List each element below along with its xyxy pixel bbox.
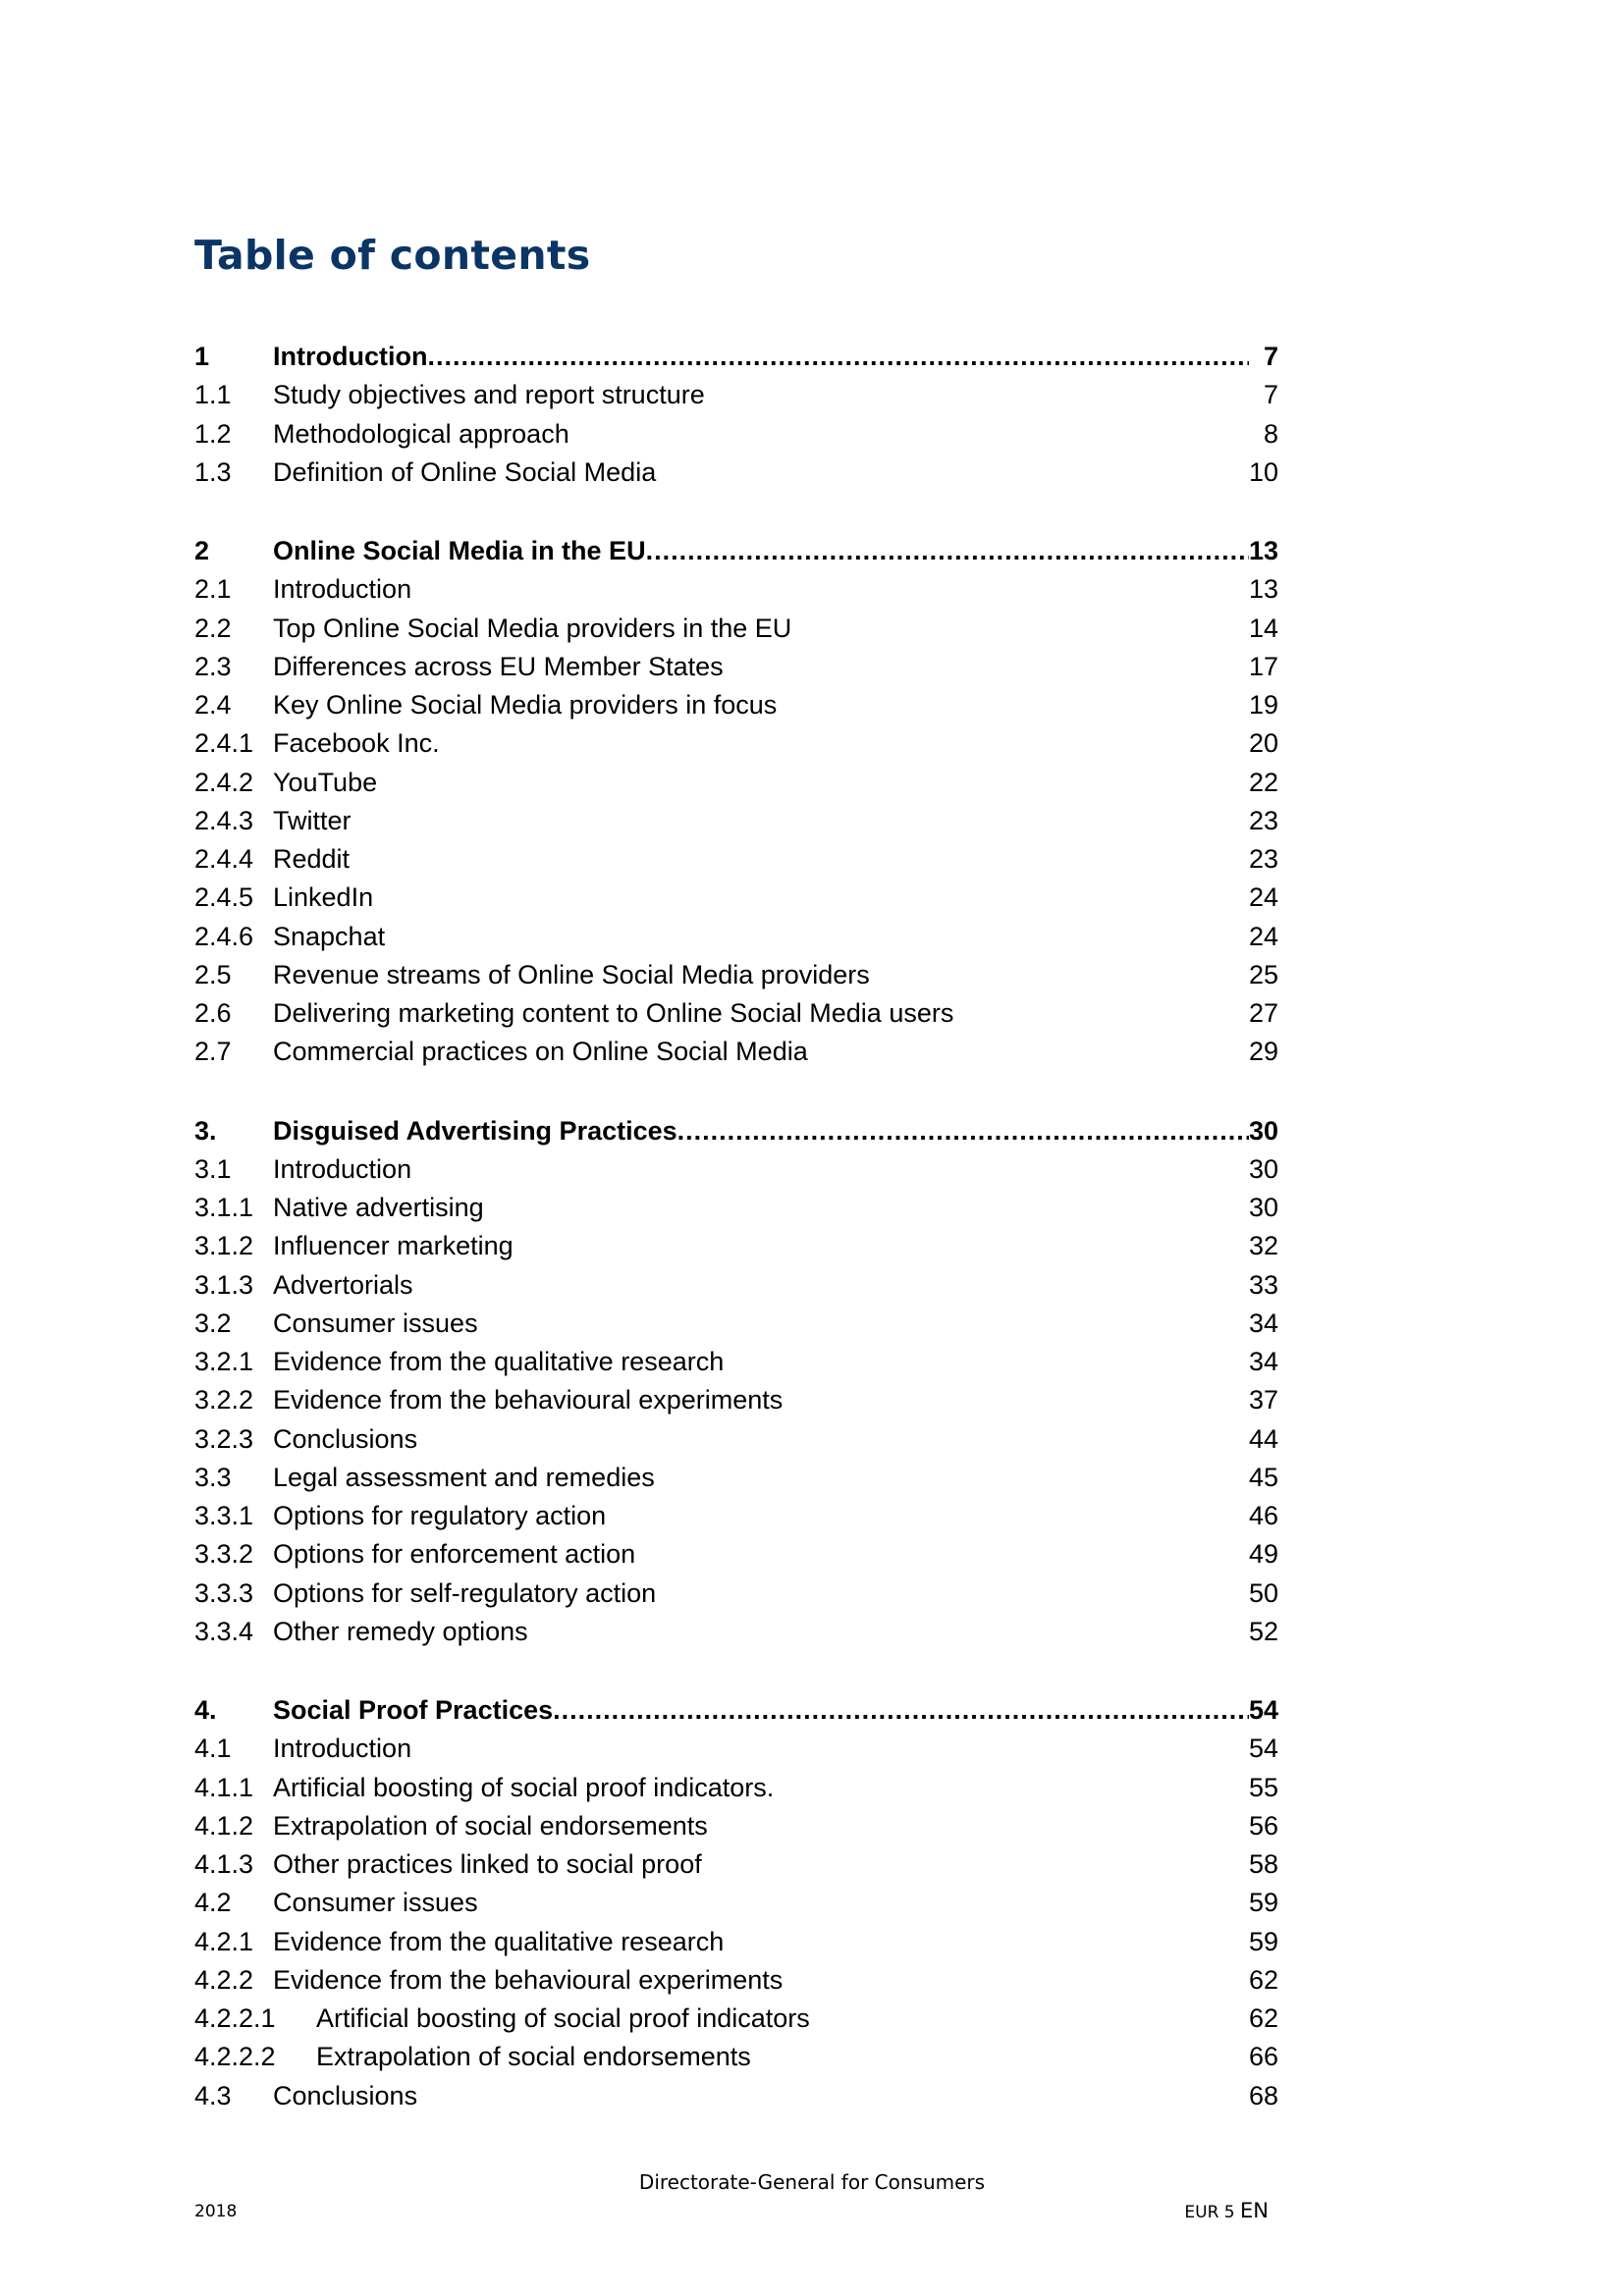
toc-entry[interactable] [194, 376, 1278, 414]
toc-entry-title: Snapchat [273, 921, 386, 951]
toc-entry-number: 3. [194, 1115, 217, 1146]
toc-entry-page: 59 [1248, 1888, 1278, 1918]
toc-entry-number: 2.4.1 [194, 728, 254, 759]
toc-entry-title: Other practices linked to social proof [273, 1849, 702, 1879]
toc-entry-number: 2.6 [194, 998, 232, 1028]
toc-entry-number: 1 [194, 342, 210, 371]
toc-entry[interactable] [194, 415, 1278, 454]
toc-entry-title: Introduction [273, 1153, 412, 1184]
toc-dot-leader [677, 1112, 1249, 1150]
toc-entry-title: Definition of Online Social Media [273, 456, 657, 487]
toc-entry-number: 3.2.2 [194, 1385, 254, 1415]
toc-entry[interactable] [194, 2000, 1278, 2038]
toc-entry-page: 30 [1248, 1153, 1278, 1184]
toc-entry-page: 24 [1248, 921, 1278, 951]
toc-entry-page: 13 [1248, 536, 1278, 565]
toc-entry[interactable] [194, 1575, 1278, 1613]
toc-entry-page: 14 [1248, 613, 1278, 643]
toc-entry-title: Artificial boosting of social proof indicators [316, 2003, 810, 2033]
toc-entry-title: Introduction [273, 1734, 412, 1764]
toc-entry[interactable] [194, 1343, 1278, 1381]
toc-entry-title: Evidence from the behavioural experiments [273, 1964, 784, 1995]
toc-entry[interactable] [194, 918, 1278, 956]
toc-entry[interactable] [194, 1535, 1278, 1574]
toc-entry[interactable] [194, 1420, 1278, 1459]
toc-entry-number: 4.2.1 [194, 1926, 254, 1956]
toc-entry-page: 8 [1263, 418, 1278, 449]
toc-entry-page: 27 [1248, 998, 1278, 1028]
toc-chapter-entry[interactable] [194, 1691, 1278, 1730]
toc-entry-page: 54 [1248, 1734, 1278, 1764]
toc-entry-number: 3.3.3 [194, 1577, 254, 1608]
toc-entry-page: 55 [1248, 1772, 1278, 1802]
toc-entry-number: 2.4.2 [194, 767, 254, 797]
toc-entry-page: 68 [1248, 2080, 1278, 2110]
toc-entry-title: Artificial boosting of social proof indicators. [273, 1772, 775, 1802]
toc-dot-leader [553, 1691, 1249, 1730]
toc-entry[interactable] [194, 1381, 1278, 1419]
toc-entry-title: Extrapolation of social endorsements [273, 1810, 708, 1841]
toc-entry-number: 2.4.4 [194, 844, 254, 874]
toc-entry-title: Introduction [273, 342, 428, 371]
toc-entry-number: 3.1 [194, 1153, 232, 1184]
toc-entry[interactable] [194, 1807, 1278, 1845]
toc-entry-page: 54 [1248, 1695, 1278, 1725]
footer-year: 2018 [194, 2202, 238, 2221]
toc-entry[interactable] [194, 879, 1278, 917]
toc-entry-number: 2.2 [194, 613, 232, 643]
toc-entry-page: 25 [1248, 959, 1278, 989]
toc-entry-page: 7 [1263, 342, 1278, 371]
toc-entry-title: Delivering marketing content to Online Social Media users [273, 998, 954, 1028]
toc-entry-page: 19 [1248, 690, 1278, 720]
toc-entry-number: 3.3.2 [194, 1539, 254, 1570]
toc-entry[interactable] [194, 1923, 1278, 1961]
toc-entry[interactable] [194, 1033, 1278, 1071]
toc-entry-number: 2.5 [194, 959, 232, 989]
toc-entry-title: Conclusions [273, 2080, 418, 2110]
toc-entry-number: 1.3 [194, 456, 232, 487]
toc-entry-number: 4.1.3 [194, 1849, 254, 1879]
toc-entry-title: LinkedIn [273, 882, 374, 913]
toc-entry-page: 23 [1248, 805, 1278, 835]
toc-entry[interactable] [194, 570, 1278, 609]
toc-entry-title: Influencer marketing [273, 1231, 514, 1261]
toc-chapter-entry[interactable] [194, 532, 1278, 570]
toc-entry-title: Top Online Social Media providers in the EU [273, 613, 792, 643]
toc-entry-page: 20 [1248, 728, 1278, 759]
toc-entry-page: 59 [1248, 1926, 1278, 1956]
toc-entry[interactable] [194, 2038, 1278, 2076]
toc-entry-page: 37 [1248, 1385, 1278, 1415]
toc-entry-page: 32 [1248, 1231, 1278, 1261]
toc-entry[interactable] [194, 1613, 1278, 1651]
toc-entry[interactable] [194, 764, 1278, 802]
toc-entry-number: 4.3 [194, 2080, 232, 2110]
toc-entry[interactable] [194, 1305, 1278, 1343]
footer-department: Directorate-General for Consumers [638, 2170, 986, 2194]
table-of-contents [194, 338, 1278, 2115]
toc-entry-number: 2.7 [194, 1037, 232, 1067]
toc-entry[interactable] [194, 956, 1278, 994]
toc-entry-number: 3.1.3 [194, 1269, 254, 1300]
toc-entry[interactable] [194, 1497, 1278, 1535]
toc-entry-number: 1.1 [194, 380, 232, 410]
toc-entry-number: 4.1 [194, 1734, 232, 1764]
toc-entry-number: 3.2.1 [194, 1347, 254, 1376]
toc-entry-page: 62 [1248, 2003, 1278, 2033]
toc-entry-page: 62 [1248, 1964, 1278, 1995]
toc-entry[interactable] [194, 1459, 1278, 1497]
toc-entry-page: 56 [1248, 1810, 1278, 1841]
toc-entry-page: 29 [1248, 1037, 1278, 1067]
toc-entry-number: 1.2 [194, 418, 232, 449]
toc-entry[interactable] [194, 610, 1278, 648]
toc-entry[interactable] [194, 1884, 1278, 1922]
toc-entry-title: Evidence from the qualitative research [273, 1926, 725, 1956]
toc-entry-page: 44 [1248, 1423, 1278, 1454]
toc-entry-page: 7 [1263, 380, 1278, 410]
toc-entry-number: 4.1.2 [194, 1810, 254, 1841]
toc-entry-page: 52 [1248, 1616, 1278, 1646]
toc-entry-number: 3.3.1 [194, 1501, 254, 1530]
toc-entry-page: 58 [1248, 1849, 1278, 1879]
toc-entry-title: Key Online Social Media providers in focus [273, 690, 778, 720]
toc-entry-title: Extrapolation of social endorsements [316, 2042, 751, 2072]
toc-entry-page: 17 [1248, 651, 1278, 681]
toc-entry-page: 33 [1248, 1269, 1278, 1300]
footer-page-number: EUR 5 [1184, 2203, 1235, 2222]
footer-language: EN [1240, 2199, 1269, 2222]
toc-entry-number: 2.4.5 [194, 882, 254, 913]
toc-entry-number: 2.3 [194, 651, 232, 681]
toc-entry-title: Conclusions [273, 1423, 418, 1454]
toc-entry-number: 2 [194, 536, 210, 565]
toc-entry-page: 66 [1248, 2042, 1278, 2072]
toc-entry-page: 30 [1248, 1115, 1278, 1146]
toc-entry-title: Differences across EU Member States [273, 651, 724, 681]
toc-entry[interactable] [194, 648, 1278, 686]
toc-entry-number: 3.2.3 [194, 1423, 254, 1454]
toc-entry-title: Revenue streams of Online Social Media providers [273, 959, 870, 989]
toc-entry-number: 4.2.2 [194, 1964, 254, 1995]
toc-entry-page: 30 [1248, 1193, 1278, 1222]
toc-entry[interactable] [194, 1189, 1278, 1227]
toc-entry-number: 3.3 [194, 1462, 232, 1492]
toc-entry-title: Social Proof Practices [273, 1695, 554, 1725]
toc-entry-number: 3.1.2 [194, 1231, 254, 1261]
toc-entry-number: 4.1.1 [194, 1772, 254, 1802]
toc-entry-number: 4. [194, 1695, 217, 1725]
toc-entry-page: 49 [1248, 1539, 1278, 1570]
toc-entry-page: 24 [1248, 882, 1278, 913]
toc-entry[interactable] [194, 454, 1278, 492]
toc-entry-title: Methodological approach [273, 418, 569, 449]
toc-entry[interactable] [194, 1769, 1278, 1807]
toc-entry-title: Options for regulatory action [273, 1501, 607, 1530]
toc-entry[interactable] [194, 1227, 1278, 1265]
toc-entry-title: Evidence from the behavioural experiments [273, 1385, 784, 1415]
toc-entry[interactable] [194, 1150, 1278, 1189]
toc-chapter-entry[interactable] [194, 338, 1278, 376]
toc-entry[interactable] [194, 802, 1278, 840]
toc-entry-number: 2.1 [194, 574, 232, 605]
toc-dot-leader [427, 338, 1249, 376]
toc-entry-title: Other remedy options [273, 1616, 528, 1646]
toc-entry[interactable] [194, 2077, 1278, 2115]
toc-entry-number: 3.3.4 [194, 1616, 254, 1646]
footer-page-label [1184, 2199, 1269, 2222]
toc-entry[interactable] [194, 840, 1278, 879]
toc-entry-page: 23 [1248, 844, 1278, 874]
toc-entry[interactable] [194, 1961, 1278, 2000]
toc-entry-title: Consumer issues [273, 1308, 478, 1338]
toc-entry-title: Legal assessment and remedies [273, 1462, 655, 1492]
toc-entry-page: 10 [1248, 456, 1278, 487]
toc-entry-page: 22 [1248, 767, 1278, 797]
toc-entry[interactable] [194, 686, 1278, 724]
toc-entry-title: Native advertising [273, 1193, 484, 1222]
toc-entry-number: 4.2.2.1 [194, 2003, 276, 2033]
toc-entry-number: 4.2.2.2 [194, 2042, 276, 2072]
page-title: Table of contents [194, 232, 591, 279]
toc-entry-title: Commercial practices on Online Social Media [273, 1037, 808, 1067]
toc-entry-title: Consumer issues [273, 1888, 478, 1918]
toc-entry-number: 3.1.1 [194, 1193, 254, 1222]
toc-chapter-entry[interactable] [194, 1112, 1278, 1150]
toc-entry[interactable] [194, 994, 1278, 1033]
toc-entry[interactable] [194, 1266, 1278, 1305]
toc-entry-page: 45 [1248, 1462, 1278, 1492]
toc-entry-number: 4.2 [194, 1888, 232, 1918]
toc-entry-page: 34 [1248, 1308, 1278, 1338]
toc-entry-title: Reddit [273, 844, 351, 874]
toc-entry-page: 46 [1248, 1501, 1278, 1530]
toc-entry-number: 3.2 [194, 1308, 232, 1338]
toc-entry-title: Introduction [273, 574, 412, 605]
toc-entry-page: 50 [1248, 1577, 1278, 1608]
toc-entry-number: 2.4.6 [194, 921, 254, 951]
toc-entry-title: Online Social Media in the EU [273, 536, 646, 565]
toc-entry-title: YouTube [273, 767, 378, 797]
toc-entry-title: Facebook Inc. [273, 728, 440, 759]
toc-entry[interactable] [194, 724, 1278, 763]
toc-entry-title: Study objectives and report structure [273, 380, 705, 410]
toc-entry-number: 2.4 [194, 690, 232, 720]
toc-entry-number: 2.4.3 [194, 805, 254, 835]
toc-entry[interactable] [194, 1730, 1278, 1768]
toc-entry-page: 34 [1248, 1347, 1278, 1376]
toc-entry-title: Twitter [273, 805, 352, 835]
toc-entry-title: Disguised Advertising Practices [273, 1115, 677, 1146]
toc-entry[interactable] [194, 1845, 1278, 1884]
toc-entry-title: Advertorials [273, 1269, 413, 1300]
toc-entry-title: Options for enforcement action [273, 1539, 636, 1570]
toc-entry-title: Options for self-regulatory action [273, 1577, 657, 1608]
toc-entry-page: 13 [1248, 574, 1278, 605]
toc-dot-leader [646, 532, 1249, 570]
toc-entry-title: Evidence from the qualitative research [273, 1347, 725, 1376]
